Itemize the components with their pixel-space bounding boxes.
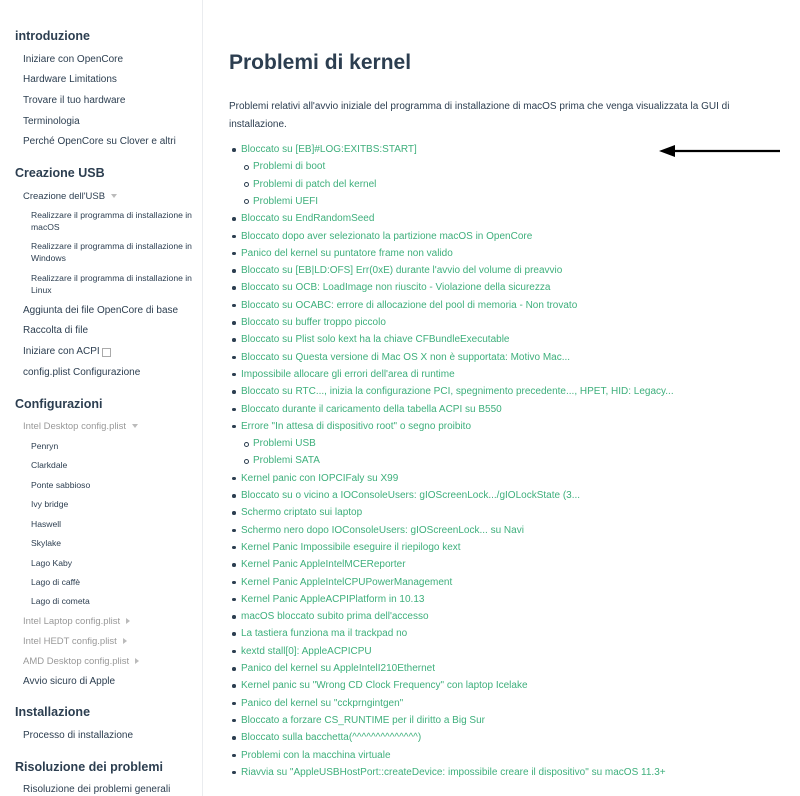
toc-item-link[interactable]: Bloccato dopo aver selezionato la partizione macOS in OpenCore — [241, 230, 533, 242]
toc-item-link[interactable]: Schermo nero dopo IOConsoleUsers: gIOScreenLock... su Navi — [241, 524, 524, 536]
arrow-annotation — [659, 144, 783, 158]
toc-item-link[interactable]: Bloccato su [EB|LD:OFS] Err(0xE) durante l'avvio del volume di preavvio — [241, 265, 563, 277]
sidebar-item[interactable]: Terminologia — [23, 116, 80, 127]
sidebar-group-usb[interactable] — [23, 191, 117, 202]
toc-subitem-link[interactable]: Problemi USB — [253, 438, 316, 450]
sidebar-subitem[interactable]: Penryn — [31, 441, 59, 451]
toc-item-link[interactable]: Bloccato su buffer troppo piccolo — [241, 317, 386, 328]
toc-item-link[interactable]: Bloccato su OCB: LoadImage non riuscito - Violazione della sicurezza — [241, 282, 551, 294]
toc-item-link[interactable]: Panico del kernel su "cckprngintgen" — [241, 697, 404, 709]
sidebar-item[interactable]: Risoluzione dei problemi generali — [23, 784, 171, 795]
toc-item-link[interactable]: Bloccato a forzare CS_RUNTIME per il diritto a Big Sur — [241, 714, 485, 726]
toc-item-link[interactable]: Bloccato su OCABC: errore di allocazione del pool di memoria - Non trovato — [241, 299, 578, 311]
sidebar-subitem[interactable]: Realizzare il programma di installazione in Linux — [31, 273, 192, 295]
sidebar-section-title[interactable]: Installazione — [15, 705, 91, 719]
chevron-right-icon — [123, 638, 127, 644]
sidebar-item[interactable]: Iniziare con OpenCore — [23, 54, 124, 65]
toc-item-link[interactable]: Kernel Panic Impossibile eseguire il riepilogo kext — [241, 541, 461, 553]
toc-subitem-link[interactable]: Problemi di boot — [253, 161, 326, 173]
sidebar-section-title[interactable]: Risoluzione dei problemi — [15, 760, 163, 774]
sidebar-item[interactable]: Raccolta di file — [23, 325, 89, 336]
sidebar-group-intel-desktop[interactable] — [23, 421, 138, 432]
sidebar-section-title[interactable]: introduzione — [15, 29, 90, 43]
sidebar-item[interactable]: Avvio sicuro di Apple — [23, 676, 116, 687]
intro-paragraph: Problemi relativi all'avvio iniziale del programma di installazione di macOS prima che venga visualizzata la GUI di installazione. — [229, 101, 730, 130]
sidebar — [0, 0, 203, 796]
toc-item-link[interactable]: Bloccato sulla bacchetta(^^^^^^^^^^^^^^) — [241, 732, 422, 744]
toc-item-link[interactable]: Bloccato su [EB]#LOG:EXITBS:START] — [241, 144, 417, 155]
toc-subitem-link[interactable]: Problemi SATA — [253, 455, 320, 467]
page-title: Problemi di kernel — [229, 51, 412, 74]
toc-item-link[interactable]: Kernel panic con IOPCIFaly su X99 — [241, 472, 399, 484]
chevron-right-icon — [126, 618, 130, 624]
toc-item-link[interactable]: Bloccato su Plist solo kext ha la chiave CFBundleExecutable — [241, 334, 510, 346]
sidebar-subitem[interactable]: Lago di cometa — [31, 596, 90, 606]
toc-item-link[interactable]: Bloccato su EndRandomSeed — [241, 213, 375, 225]
chevron-down-icon — [111, 194, 117, 198]
sidebar-section-title[interactable]: Configurazioni — [15, 397, 103, 411]
external-link-icon — [102, 348, 111, 357]
sidebar-subitem[interactable]: Haswell — [31, 519, 62, 529]
toc-item-link[interactable]: Panico del kernel su puntatore frame non valido — [241, 247, 453, 259]
toc-item-link[interactable]: Problemi con la macchina virtuale — [241, 749, 391, 761]
sidebar-subitem[interactable]: Skylake — [31, 538, 62, 548]
toc-item-link[interactable]: Kernel Panic AppleIntelCPUPowerManagement — [241, 576, 453, 588]
sidebar-subitem[interactable]: Lago di caffè — [31, 577, 81, 587]
sidebar-group-amd-desktop[interactable] — [23, 656, 139, 667]
toc-item-link[interactable]: Bloccato durante il caricamento della tabella ACPI su B550 — [241, 403, 502, 415]
toc-item-link[interactable]: Bloccato su Questa versione di Mac OS X non è supportata: Motivo Mac... — [241, 351, 571, 363]
sidebar-group-label: AMD Desktop config.plist — [23, 656, 130, 667]
toc-item-link[interactable]: Riavvia su "AppleUSBHostPort::createDevice: impossibile creare il dispositivo" su macOS 11.3+ — [241, 766, 666, 778]
sidebar-group-intel-laptop[interactable] — [23, 616, 130, 627]
toc-item-link[interactable]: Kernel Panic AppleIntelMCEReporter — [241, 559, 406, 571]
toc-item-link[interactable]: Bloccato su RTC..., inizia la configurazione PCI, spegnimento precedente..., HPET, HID: Legacy... — [241, 386, 674, 398]
toc-subitem-link[interactable]: Problemi di patch del kernel — [253, 178, 377, 190]
toc-item-link[interactable]: Errore "In attesa di dispositivo root" o segno proibito — [241, 420, 471, 432]
toc-item-link[interactable]: Impossibile allocare gli errori dell'area di runtime — [241, 368, 455, 380]
toc-item-link[interactable]: Bloccato su o vicino a IOConsoleUsers: gIOScreenLock.../gIOLockState (3... — [241, 490, 581, 501]
sidebar-item[interactable]: Processo di installazione — [23, 730, 134, 741]
sidebar-item[interactable]: Perché OpenCore su Clover e altri — [23, 136, 176, 147]
sidebar-item[interactable]: Trovare il tuo hardware — [23, 95, 126, 106]
sidebar-item[interactable]: config.plist Configurazione — [23, 367, 141, 378]
sidebar-item-acpi[interactable] — [23, 346, 111, 357]
sidebar-section-title[interactable]: Creazione USB — [15, 166, 105, 180]
sidebar-item[interactable]: Aggiunta dei file OpenCore di base — [23, 305, 179, 316]
sidebar-group-label: Intel Desktop config.plist — [23, 421, 126, 432]
sidebar-group-label: Intel HEDT config.plist — [23, 636, 117, 647]
sidebar-item[interactable]: Hardware Limitations — [23, 74, 117, 85]
sidebar-subitem[interactable]: Lago Kaby — [31, 558, 73, 568]
toc-subitem-link[interactable]: Problemi UEFI — [253, 195, 319, 207]
sidebar-subitem[interactable]: Realizzare il programma di installazione in macOS — [31, 210, 192, 232]
toc-item-link[interactable]: Schermo criptato sui laptop — [241, 507, 363, 519]
sidebar-subitem[interactable]: Clarkdale — [31, 460, 68, 470]
toc-item-link[interactable]: Panico del kernel su AppleIntelI210Ethernet — [241, 663, 436, 674]
toc-item-link[interactable]: Kernel panic su "Wrong CD Clock Frequency" con laptop Icelake — [241, 680, 528, 692]
sidebar-group-intel-hedt[interactable] — [23, 636, 127, 647]
toc-item-link[interactable]: Kernel Panic AppleACPIPlatform in 10.13 — [241, 593, 425, 605]
sidebar-group-label: Intel Laptop config.plist — [23, 616, 121, 627]
toc-item-link[interactable]: macOS bloccato subito prima dell'accesso — [241, 611, 429, 623]
toc-item-link[interactable]: La tastiera funziona ma il trackpad no — [241, 628, 408, 640]
toc-item-link[interactable]: kextd stall[0]: AppleACPICPU — [241, 645, 372, 657]
sidebar-item-label: Iniziare con ACPI — [23, 346, 100, 357]
sidebar-subitem[interactable]: Ponte sabbioso — [31, 480, 91, 490]
chevron-down-icon — [132, 424, 138, 428]
sidebar-subitem[interactable]: Realizzare il programma di installazione in Windows — [31, 241, 192, 263]
sidebar-group-label: Creazione dell'USB — [23, 191, 106, 202]
chevron-right-icon — [135, 658, 139, 664]
sidebar-subitem[interactable]: Ivy bridge — [31, 499, 69, 509]
